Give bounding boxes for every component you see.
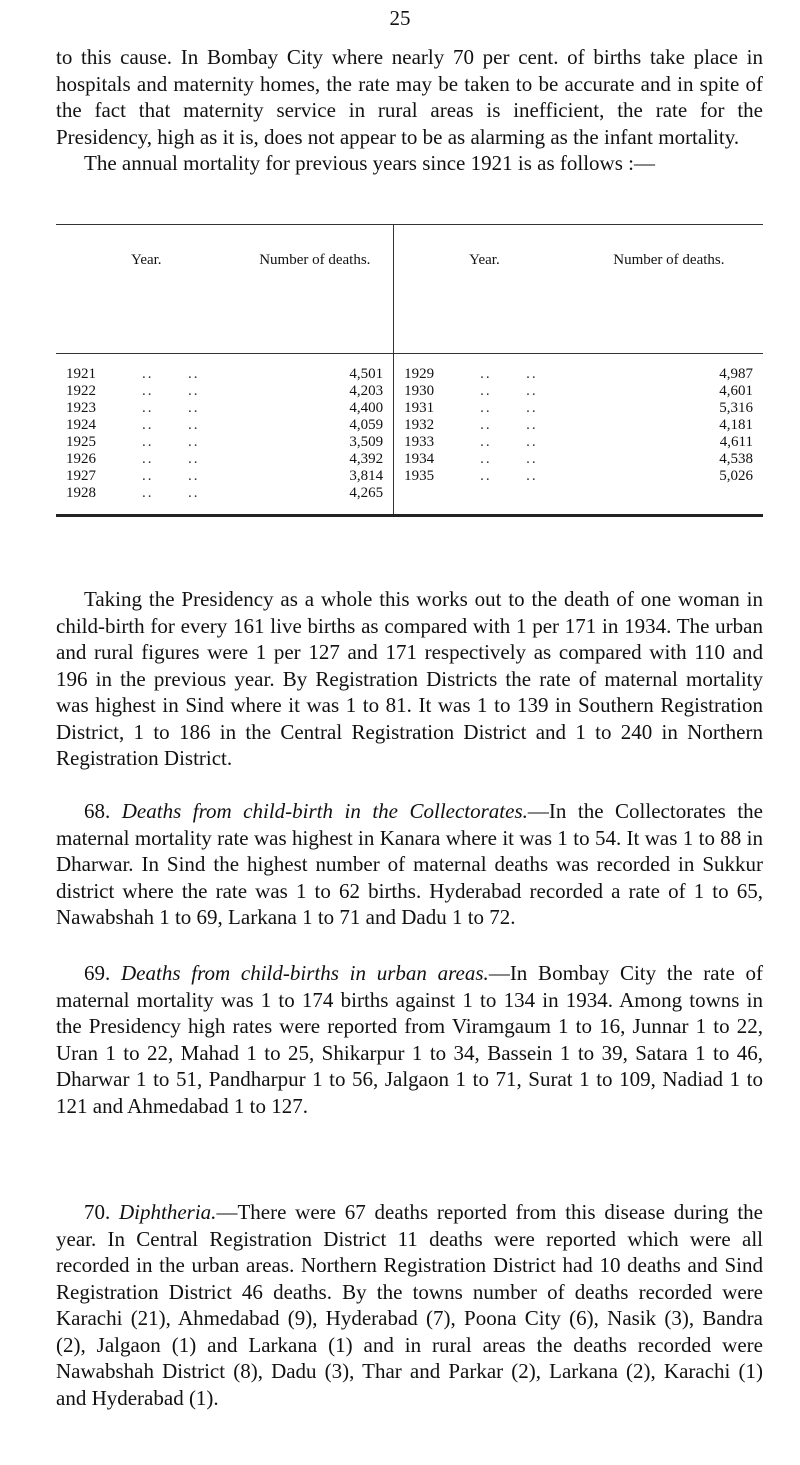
page-number: 25 xyxy=(389,6,411,30)
section-70-text: —There were 67 deaths reported from this disease during the year. In Central Registration District 11 deaths were reported which were all recorded in the urban areas. Northern Registration District had 10 deaths and Sind Registration District 46 deaths. By the towns number of deaths recorded were Karachi (21), Ahmedabad (9), Hyderabad (7), Poona City (6), Nasik (3), Bandra (2), Jalgaon (1) and Larkana (1) and in rural areas the deaths recorded were Nawabshah District (8), Dadu (3), Thar and Parkar (2), Larkana (2), Karachi (1) and Hyderabad (1). xyxy=(56,1200,763,1410)
leader-dots: .. .. xyxy=(434,366,538,382)
leader-dots: .. .. xyxy=(96,366,200,382)
deaths-cell: 4,611 xyxy=(719,434,753,450)
section-68-heading: Deaths from child-birth in the Collectorates. xyxy=(121,799,528,823)
leader-dots: .. .. xyxy=(96,417,200,433)
deaths-cell: 4,392 xyxy=(237,451,394,468)
leader-dots: .. .. xyxy=(434,468,538,484)
section-68-number: 68. xyxy=(84,799,111,823)
section-70-number: 70. xyxy=(84,1200,111,1224)
section-69-text: —In Bombay City the rate of maternal mortality was 1 to 174 births against 1 to 134 in 1934. Among towns in the Presidency high rates were reported from Viramgaum 1 to 16, Junnar 1 to 22, Uran 1 to 22, Mahad 1 to 25, Shikarpur 1 to 34, Bassein 1 to 39, Satara 1 to 46, Dharwar 1 to 51, Pandharpur 1 to 56, Jalgaon 1 to 71, Surat 1 to 109, Nadiad 1 to 121 and Ahmedabad 1 to 127. xyxy=(56,961,764,1118)
leader-dots: .. .. xyxy=(434,417,538,433)
leader-dots: .. .. xyxy=(96,468,200,484)
year-value: 1935 xyxy=(404,468,435,484)
annual-mortality-intro-text: The annual mortality for previous years since 1921 is as follows :— xyxy=(84,151,655,175)
year-cell xyxy=(56,434,237,451)
year-value: 1931 xyxy=(404,400,435,416)
year-value: 1932 xyxy=(404,417,435,433)
deaths-cell: 3,509 xyxy=(237,434,394,451)
year-cell xyxy=(394,468,575,485)
leader-dots: .. .. xyxy=(434,400,538,416)
leader-dots: .. .. xyxy=(96,400,200,416)
year-cell xyxy=(56,451,237,468)
section-69 xyxy=(56,960,763,1119)
deaths-cell: 5,316 xyxy=(719,400,753,416)
year-value: 1925 xyxy=(66,434,96,450)
deaths-cell: 3,814 xyxy=(237,468,394,485)
year-value: 1922 xyxy=(66,383,96,399)
intro-paragraph: to this cause. In Bombay City where nearly 70 per cent. of births take place in hospitals and maternity homes, the rate may be taken to be accurate and in spite of the fact that maternity service in rural areas is inefficient, the rate for the Presidency, high as it is, does not appear to be as alarming as the infant mortality. xyxy=(56,45,763,149)
table-header-row xyxy=(56,225,763,354)
deaths-cell: 4,203 xyxy=(237,383,394,400)
year-cell xyxy=(56,354,237,384)
leader-dots: .. .. xyxy=(96,485,200,501)
year-value: 1929 xyxy=(404,366,435,382)
section-69-number: 69. xyxy=(84,961,111,985)
header-deaths-right: Number of deaths. xyxy=(575,225,763,354)
leader-dots: .. .. xyxy=(96,434,200,450)
leader-dots: .. .. xyxy=(434,434,538,450)
year-cell xyxy=(394,434,575,451)
deaths-cell: 4,181 xyxy=(719,417,753,433)
year-value: 1933 xyxy=(404,434,435,450)
deaths-cell: 4,265 xyxy=(237,485,394,516)
table-row xyxy=(56,451,763,468)
annual-mortality-table xyxy=(56,224,763,517)
year-value: 1928 xyxy=(66,485,96,501)
section-70 xyxy=(56,1199,763,1411)
table-row xyxy=(56,383,763,400)
year-value: 1926 xyxy=(66,451,96,467)
leader-dots: .. .. xyxy=(434,451,538,467)
table-row xyxy=(56,354,763,384)
deaths-cell xyxy=(575,485,763,516)
leader-dots: .. .. xyxy=(434,383,538,399)
annual-mortality-intro xyxy=(56,150,763,177)
deaths-cell: 4,987 xyxy=(719,366,753,382)
year-value: 1924 xyxy=(66,417,96,433)
header-year-left: Year. xyxy=(56,225,237,354)
year-cell xyxy=(394,354,575,384)
table-row xyxy=(56,434,763,451)
header-deaths-left: Number of deaths. xyxy=(237,225,394,354)
table-row xyxy=(56,417,763,434)
header-year-right: Year. xyxy=(394,225,575,354)
section-68-text: —In the Collectorates the maternal mortality rate was highest in Kanara where it was 1 to 54. It was 1 to 88 in Dharwar. In Sind the highest number of maternal deaths was recorded in Sukkur district where the rate was 1 to 62 births. Hyderabad recorded a rate of 1 to 65, Nawabshah 1 to 69, Larkana 1 to 71 and Dadu 1 to 72. xyxy=(56,799,763,929)
year-cell xyxy=(56,468,237,485)
year-value: 1934 xyxy=(404,451,435,467)
deaths-cell: 4,538 xyxy=(719,451,753,467)
year-cell xyxy=(56,417,237,434)
leader-dots: .. .. xyxy=(96,451,200,467)
presidency-paragraph-text: Taking the Presidency as a whole this works out to the death of one woman in child-birth for every 161 live births as compared with 1 per 171 in 1934. The urban and rural figures were 1 per 127 and 171 respectively as compared with 110 and 196 in the previous year. By Registration Districts the rate of maternal mortality was highest in Sind where it was 1 to 81. It was 1 to 139 in Southern Registration District, 1 to 186 in the Central Registration District and 1 to 240 in Northern Registration District. xyxy=(56,587,763,770)
table-row xyxy=(56,468,763,485)
year-cell xyxy=(394,383,575,400)
year-cell xyxy=(394,400,575,417)
section-68 xyxy=(56,798,763,931)
year-value: 1923 xyxy=(66,400,96,416)
year-cell xyxy=(394,451,575,468)
deaths-cell: 4,601 xyxy=(719,383,753,399)
year-cell xyxy=(56,383,237,400)
deaths-cell: 4,059 xyxy=(237,417,394,434)
year-cell xyxy=(56,400,237,417)
table-row xyxy=(56,400,763,417)
deaths-cell: 4,400 xyxy=(237,400,394,417)
year-cell xyxy=(56,485,237,516)
year-cell xyxy=(394,485,575,516)
year-value: 1930 xyxy=(404,383,435,399)
presidency-paragraph xyxy=(56,586,763,772)
table-row xyxy=(56,485,763,516)
year-value: 1927 xyxy=(66,468,96,484)
year-cell xyxy=(394,417,575,434)
deaths-cell: 4,501 xyxy=(237,354,394,384)
section-70-heading: Diphtheria. xyxy=(119,1200,217,1224)
year-value: 1921 xyxy=(66,366,96,382)
section-69-heading: Deaths from child-births in urban areas. xyxy=(121,961,489,985)
deaths-cell: 5,026 xyxy=(719,468,753,484)
leader-dots: .. .. xyxy=(96,383,200,399)
